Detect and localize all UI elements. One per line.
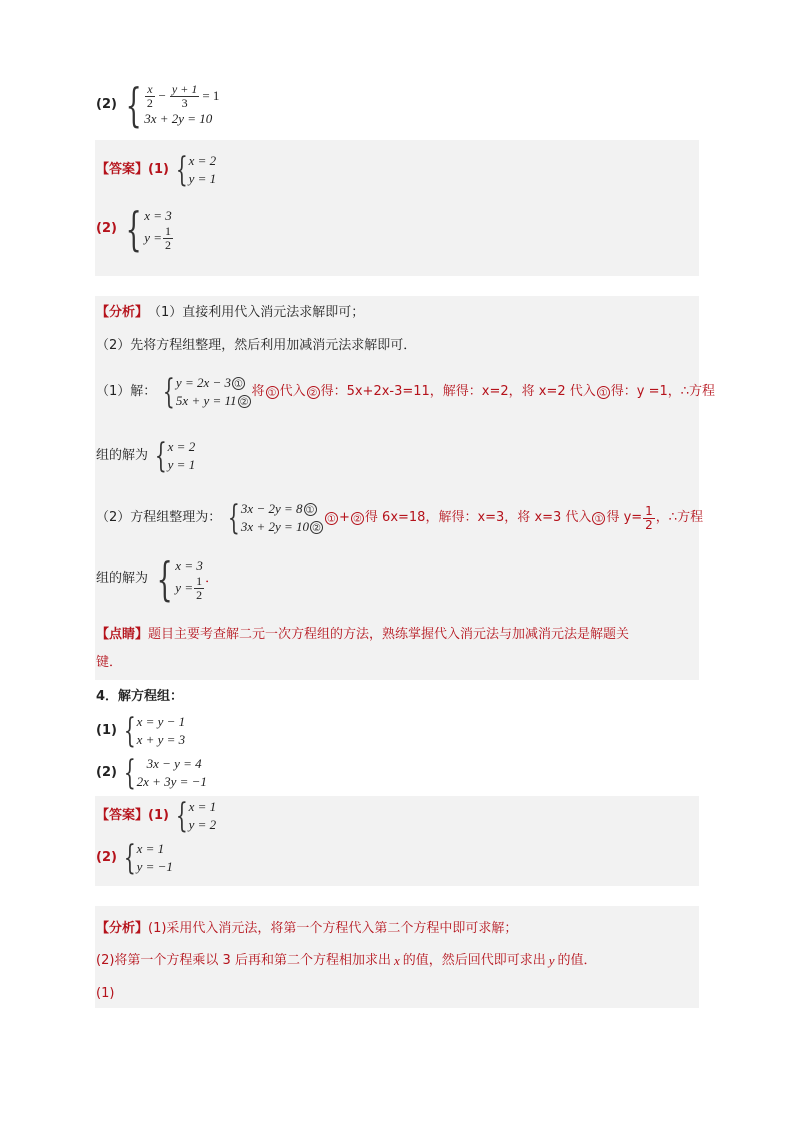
sol1-eq2: 5x + y = 11 ② bbox=[176, 392, 252, 410]
analysis3-sol1: （1）解： { y = 2x − 3 ① 5x + y = 11 ② 将 ① 代入 ② 得： 5x+2x-3=11，解得：x=2，将 x=2 代入 ① 得：y =1，∴方程 bbox=[96, 372, 716, 412]
analysis3-line2: （2）先将方程组整理，然后利用加减消元法求解即可． bbox=[96, 338, 417, 353]
answer-tag: 【答案】 bbox=[96, 162, 149, 177]
answer3-p1-label: (1) bbox=[148, 162, 169, 177]
answer3-part2 bbox=[96, 202, 174, 256]
answer3-p2-label: (2) bbox=[96, 221, 117, 236]
q4-part1: (1) { x = y − 1 x + y = 3 bbox=[96, 711, 186, 751]
answer3-p2-eq2: y = $\frac{1}{2}$ bbox=[144, 223, 172, 252]
analysis-tag: 【分析】 bbox=[96, 921, 149, 936]
answer4-part1: 【答案】 (1) { x = 1 y = 2 bbox=[96, 796, 217, 836]
q4-title: 4．解方程组： bbox=[96, 689, 184, 704]
brace-icon: { bbox=[156, 552, 173, 606]
brace-icon: { bbox=[154, 436, 167, 476]
answer3-part1 bbox=[96, 152, 216, 188]
q3-part2-eq2: 3x + 2y = 10 bbox=[144, 110, 213, 126]
brace-icon: { bbox=[123, 711, 136, 751]
sol1-eq1: y = 2x − 3 ① bbox=[176, 374, 252, 392]
analysis3-sol2-conclusion: 组的解为 { x = 3 y = $\frac{1}{2}$ ． bbox=[96, 552, 219, 606]
analysis4-line1: 【分析】 (1)采用代入消元法，将第一个方程代入第二个方程中即可求解； bbox=[96, 921, 518, 936]
sol2-eq2: 3x + 2y = 10 ② bbox=[241, 518, 324, 536]
answer4-part2: (2) { x = 1 y = −1 bbox=[96, 838, 173, 878]
brace-icon: { bbox=[228, 498, 241, 538]
brace-icon: { bbox=[123, 838, 136, 878]
answer3-p1-eq1: x = 2 bbox=[188, 153, 217, 168]
comment3-line2: 键． bbox=[96, 655, 123, 670]
q3-part2-system bbox=[119, 78, 220, 132]
brace-icon: { bbox=[125, 202, 142, 256]
q3-part2-label: (2) bbox=[96, 97, 117, 112]
brace-icon: { bbox=[123, 753, 136, 793]
brace-icon: { bbox=[125, 78, 142, 132]
analysis4-line3: (1) bbox=[96, 986, 115, 1001]
comment-tag: 【点睛】 bbox=[96, 627, 149, 642]
answer3-p2-eq1: x = 3 bbox=[144, 207, 172, 223]
brace-icon: { bbox=[163, 372, 176, 412]
sol2-eq1: 3x − 2y = 8 ① bbox=[241, 500, 324, 518]
brace-icon: { bbox=[175, 796, 188, 836]
brace-icon: { bbox=[175, 150, 188, 190]
analysis3-sol2: （2）方程组整理为： { 3x − 2y = 8 ① 3x + 2y = 10 ② ① + ② 得 6x=18，解得：x=3，将 x=3 代入 ① 得 y= $\frac{1}{2}$ ，∴方程 bbox=[96, 498, 704, 538]
analysis3-line1: 【分析】 （1）直接利用代入消元法求解即可； bbox=[96, 305, 365, 320]
q3-part2-eq1: $\frac{x}{2}$ − $\frac{y + 1}{3}$ = 1 bbox=[146, 81, 220, 110]
answer3-p1-eq2: y = 1 bbox=[188, 171, 217, 186]
analysis-tag: 【分析】 bbox=[96, 305, 149, 320]
analysis4-line2: (2)将第一个方程乘以 3 后再和第二个方程相加求出 x 的值，然后回代即可求出 y 的值． bbox=[96, 953, 597, 968]
analysis3-sol1-conclusion: 组的解为 { x = 2 y = 1 bbox=[96, 436, 196, 476]
answer-tag: 【答案】 bbox=[96, 808, 149, 823]
q3-part2 bbox=[96, 78, 220, 132]
q4-part2: (2) { 3x − y = 4 2x + 3y = −1 bbox=[96, 753, 207, 793]
comment3-line1: 【点睛】 题目主要考查解二元一次方程组的方法，熟练掌握代入消元法与加减消元法是解题关 bbox=[96, 627, 630, 642]
